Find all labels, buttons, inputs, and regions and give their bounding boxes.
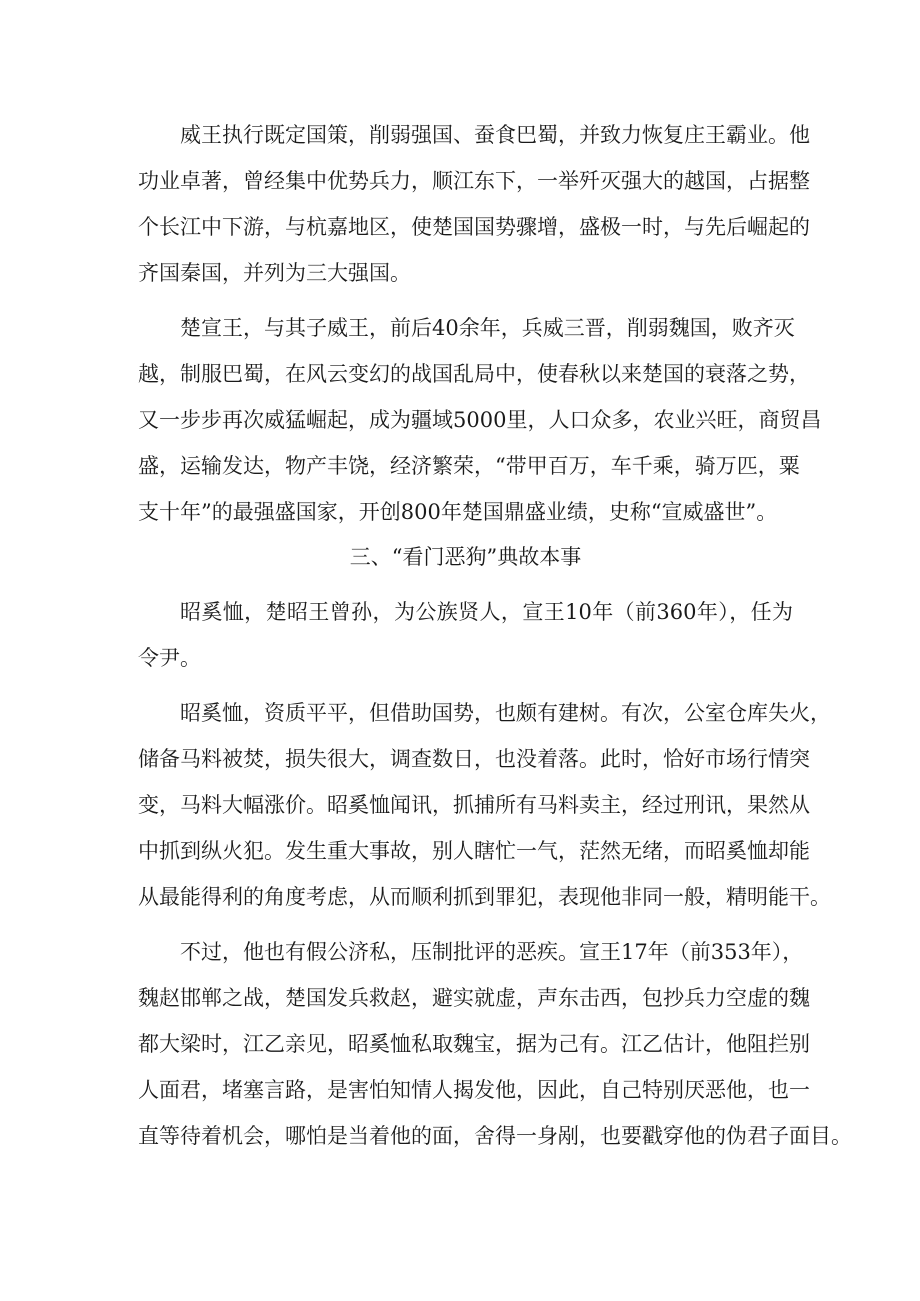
paragraph-2 [138, 305, 822, 535]
text-line: 功业卓著，曾经集中优势兵力，顺江东下，一举歼灭强大的越国，占据整 [138, 169, 810, 193]
text-line: 支十年”的最强盛国家，开创800年楚国鼎盛业绩，史称“宣威盛世”。 [138, 500, 778, 524]
paragraph-3 [138, 589, 793, 681]
text-line: 昭奚恤，资质平平，但借助国势，也颇有建树。有次，公室仓库失火， [180, 701, 831, 725]
text-line: 人面君，堵塞言路，是害怕知情人揭发他，因此，自己特别厌恶他，也一 [138, 1078, 810, 1102]
text-line: 威王执行既定国策，削弱强国、蚕食巴蜀，并致力恢复庄王霸业。他 [180, 123, 810, 147]
text-line: 魏赵邯郸之战，楚国发兵救赵，避实就虚，声东击西，包抄兵力空虚的魏 [138, 986, 810, 1010]
paragraph-4 [138, 690, 831, 920]
paragraph-1 [138, 112, 810, 296]
text-line: 楚宣王，与其子威王，前后40余年，兵威三晋，削弱魏国，败齐灭 [180, 316, 795, 340]
text-line: 齐国秦国，并列为三大强国。 [138, 261, 411, 285]
text-line: 令尹。 [138, 646, 201, 670]
text-line: 不过，他也有假公济私，压制批评的恶疾。宣王17年（前353年）， [180, 940, 804, 964]
document-body [138, 112, 852, 1159]
text-line: 又一步步再次威猛崛起，成为疆域5000里，人口众多，农业兴旺，商贸昌 [138, 408, 822, 432]
section-heading: 三、“看门恶狗”典故本事 [349, 545, 582, 569]
text-line: 个长江中下游，与杭嘉地区，使楚国国势骤增，盛极一时，与先后崛起的 [138, 215, 810, 239]
text-line: 从最能得利的角度考虑，从而顺利抓到罪犯，表现他非同一般，精明能干。 [138, 885, 831, 909]
text-line: 昭奚恤，楚昭王曾孙，为公族贤人，宣王10年（前360年），任为 [180, 600, 793, 624]
text-line: 盛，运输发达，物产丰饶，经济繁荣，“带甲百万，车千乘，骑万匹，粟 [138, 454, 800, 478]
text-line: 中抓到纵火犯。发生重大事故，别人瞎忙一气，茫然无绪，而昭奚恤却能 [138, 839, 810, 863]
text-line: 储备马料被焚，损失很大，调查数日，也没着落。此时，恰好市场行情突 [138, 747, 810, 771]
paragraph-5 [138, 929, 852, 1159]
text-line: 越，制服巴蜀，在风云变幻的战国乱局中，使春秋以来楚国的衰落之势， [138, 362, 810, 386]
text-line: 变，马料大幅涨价。昭奚恤闻讯，抓捕所有马料卖主，经过刑讯，果然从 [138, 793, 810, 817]
text-line: 都大梁时，江乙亲见，昭奚恤私取魏宝，据为己有。江乙估计，他阻拦别 [138, 1032, 810, 1056]
text-line: 直等待着机会，哪怕是当着他的面，舍得一身剐，也要戳穿他的伪君子面目。 [138, 1124, 852, 1148]
